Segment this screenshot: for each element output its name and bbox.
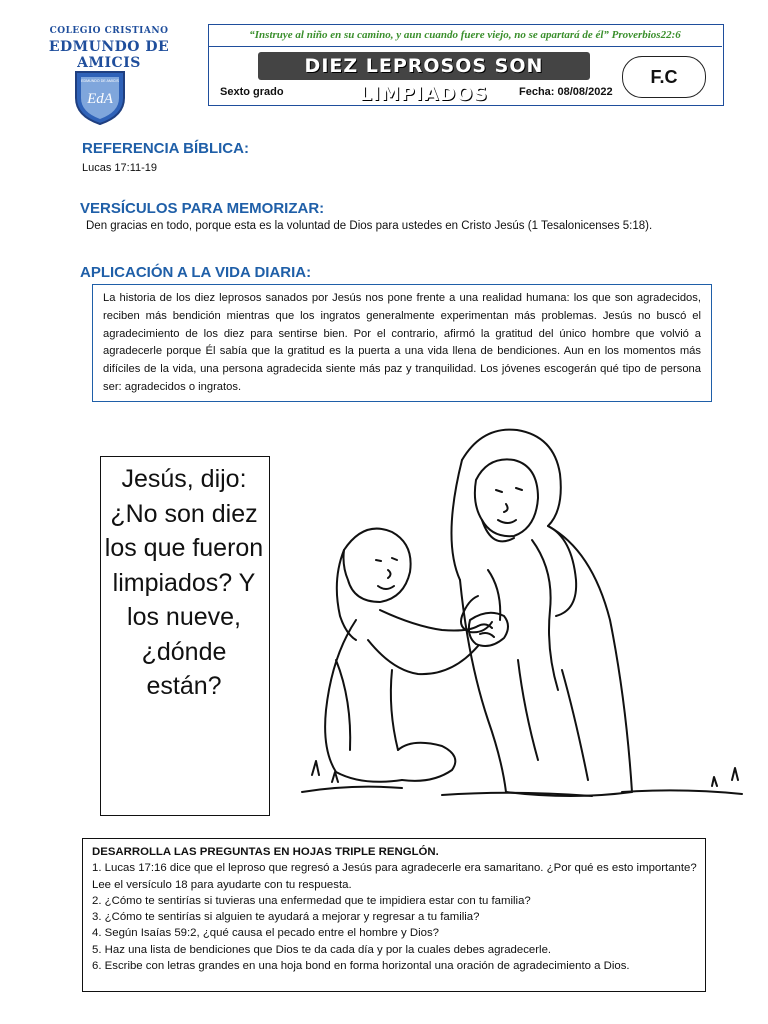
- application-heading: APLICACIÓN A LA VIDA DIARIA:: [80, 264, 312, 281]
- school-name: [28, 26, 190, 71]
- application-text: La historia de los diez leprosos sanados por Jesús nos pone frente a una realidad humana: los que son agradecidos, reciben más bendición mientras que los ingratos generalmente experimentan más problemas. Jesús no buscó el agradecimiento de los diez para sentirse bien. Por el contrario, afirmó la gratitud del único hombre que volvió a agradecerle porque Él sabía que la gratitud es la puerta a una vida llena de bendiciones. Aun en los momentos más difíciles de la vida, una persona agradecida siente más paz y tranquilidad. Los jóvenes escogerán qué tipo de persona ser: agradecidos o ingratos.: [103, 292, 701, 393]
- grade-label: Sexto grado: [220, 86, 284, 98]
- shield-small-text: EDMUNDO DE AMICIS: [81, 79, 119, 83]
- questions-title: DESARROLLA LAS PREGUNTAS EN HOJAS TRIPLE RENGLÓN.: [92, 846, 439, 858]
- questions-list: [92, 844, 698, 974]
- shield-letters: EdA: [87, 91, 113, 107]
- jesus-healing-leper-illustration: [292, 420, 760, 820]
- memory-heading: VERSÍCULOS PARA MEMORIZAR:: [80, 200, 325, 217]
- reference-text: Lucas 17:11-19: [82, 162, 158, 174]
- verse-quote: “Instruye al niño en su camino, y aun cuando fuere viejo, no se apartará de él” Proverbios22:6: [208, 24, 722, 47]
- question-item: 4. Según Isaías 59:2, ¿qué causa el pecado entre el hombre y Dios?: [92, 927, 439, 940]
- fc-badge: F.C: [622, 56, 706, 98]
- school-name-line1: COLEGIO CRISTIANO: [49, 26, 169, 36]
- school-shield-icon: [72, 68, 128, 126]
- question-item: 6. Escribe con letras grandes en una hoja bond en forma horizontal una oración de agradecimiento a Dios.: [92, 960, 630, 973]
- school-name-line2: EDMUNDO DE AMICIS: [48, 39, 170, 71]
- memory-text: Den gracias en todo, porque esta es la voluntad de Dios para ustedes en Cristo Jesús (1 Tesalonicenses 5:18).: [86, 220, 653, 232]
- question-item: 5. Haz una lista de bendiciones que Dios te da cada día y por la cuales debes agradecerle.: [92, 943, 552, 956]
- question-item: 1. Lucas 17:16 dice que el leproso que regresó a Jesús para agradecerle era samaritano. ¿Por qué es esto importante? Lee el versículo 18 para ayudarte con tu respuesta.: [92, 862, 697, 891]
- question-item: 3. ¿Cómo te sentirías si alguien te ayudará a mejorar y regresar a tu familia?: [92, 911, 480, 924]
- callout-text: Jesús, dijo: ¿No son diez los que fueron limpiados? Y los nueve, ¿dónde están?: [104, 465, 264, 700]
- page-title: DIEZ LEPROSOS SON LIMPIADOS: [258, 52, 590, 80]
- date-label: Fecha: 08/08/2022: [519, 86, 613, 98]
- question-item: 2. ¿Cómo te sentirías si tuvieras una enfermedad que te impidiera estar con tu familia?: [92, 894, 531, 907]
- reference-heading: REFERENCIA BÍBLICA:: [82, 140, 249, 157]
